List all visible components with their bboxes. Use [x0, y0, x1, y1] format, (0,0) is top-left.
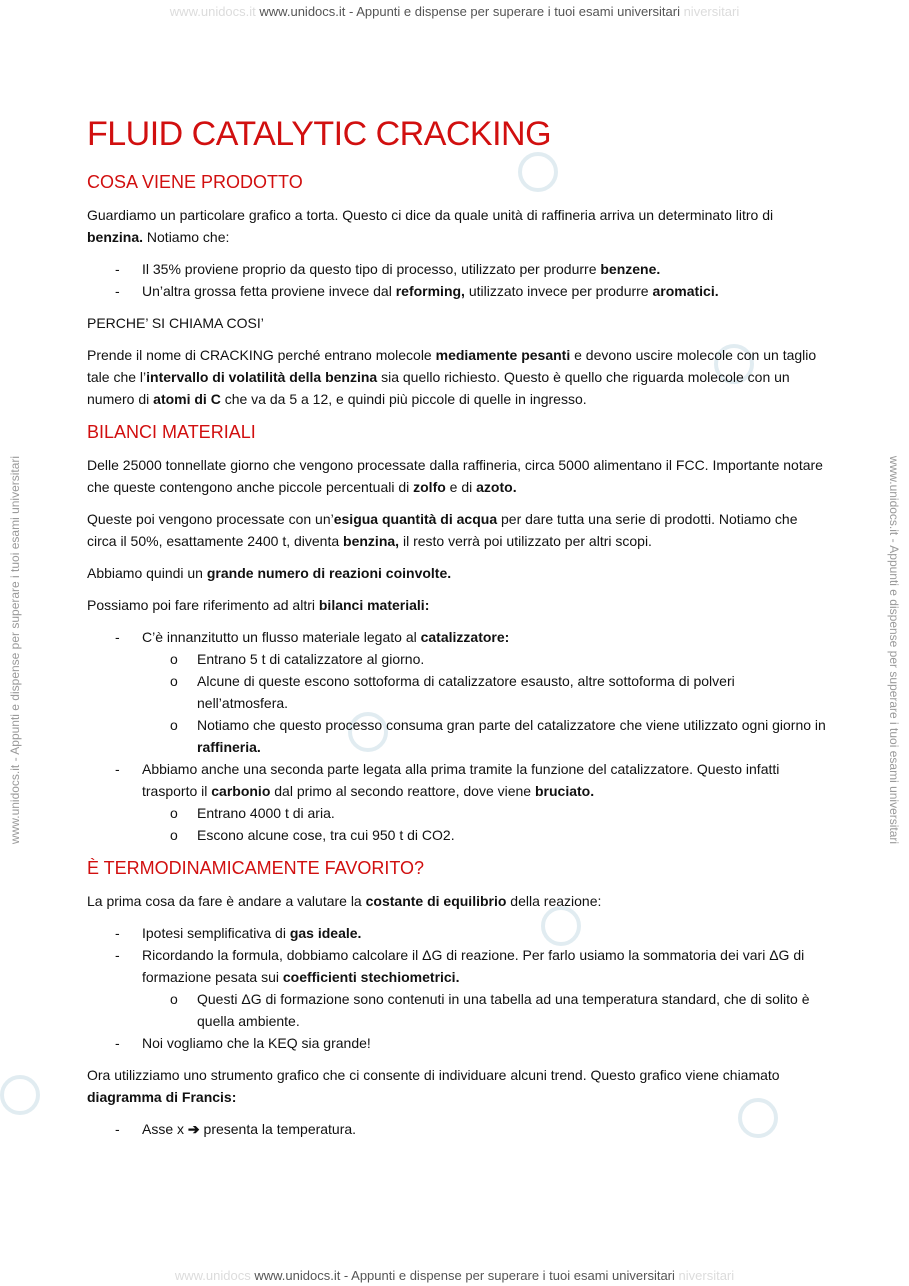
- section-heading: COSA VIENE PRODOTTO: [87, 172, 303, 192]
- paragraph: Prende il nome di CRACKING perché entrano molecole mediamente pesanti e devono uscire molecole con un taglio tale che l’intervallo di volatilità della benzina sia quello richiesto. Questo è quello che riguarda molecole con un numero di atomi di C che va da 5 a 12, e quindi più piccole di quelle in ingresso.: [87, 347, 817, 407]
- watermark-right: [879, 0, 909, 1286]
- sub-list-item: o Notiamo che questo processo consuma gran parte del catalizzatore che viene utilizzato ogni giorno in raffineria.: [142, 714, 827, 758]
- list-item: - C’è innanzitutto un flusso materiale legato al catalizzatore: o Entrano 5 t di catalizzatore al giorno. o Alcune di queste escono sottoforma di catalizzatore esausto, altre sottoforma di polveri nell’atmosfera. o Notiamo che questo processo consuma gran parte del catalizzatore che viene utilizzato ogni giorno in raffineria.: [87, 626, 827, 758]
- document-title: FLUID CATALYTIC CRACKING: [87, 115, 552, 153]
- list-item: - Ipotesi semplificativa di gas ideale.: [87, 922, 827, 944]
- section-heading: È TERMODINAMICAMENTE FAVORITO?: [87, 858, 425, 878]
- watermark-header-text: www.unidocs.it - Appunti e dispense per superare i tuoi esami universitari: [259, 4, 680, 19]
- paragraph: La prima cosa da fare è andare a valutare la costante di equilibrio della reazione:: [87, 893, 602, 909]
- paragraph: Abbiamo quindi un grande numero di reazioni coinvolte.: [87, 565, 452, 581]
- document-body: [87, 112, 827, 1150]
- sub-list-item: o Questi ΔG di formazione sono contenuti in una tabella ad una temperatura standard, che di solito è quella ambiente.: [142, 988, 827, 1032]
- sub-list-item: o Entrano 5 t di catalizzatore al giorno.: [142, 648, 827, 670]
- list-item: - Ricordando la formula, dobbiamo calcolare il ΔG di reazione. Per farlo usiamo la sommatoria dei vari ΔG di formazione pesata sui coefficienti stechiometrici. o Questi ΔG di formazione sono contenuti in una tabella ad una temperatura standard, che di solito è quella ambiente.: [87, 944, 827, 1032]
- bullet-list: [87, 626, 827, 846]
- section-heading: BILANCI MATERIALI: [87, 422, 256, 442]
- bullet-list: [87, 258, 827, 302]
- sub-list-item: o Escono alcune cose, tra cui 950 t di CO2.: [142, 824, 827, 846]
- paragraph: Possiamo poi fare riferimento ad altri bilanci materiali:: [87, 597, 430, 613]
- sub-list-item: o Alcune di queste escono sottoforma di catalizzatore esausto, altre sottoforma di polveri nell’atmosfera.: [142, 670, 827, 714]
- subheading: PERCHE’ SI CHIAMA COSI’: [87, 315, 264, 331]
- watermark-footer: [0, 1268, 909, 1283]
- list-item: - Abbiamo anche una seconda parte legata alla prima tramite la funzione del catalizzatore. Questo infatti trasporto il carbonio dal primo al secondo reattore, dove viene bruciato. o Entrano 4000 t di aria. o Escono alcune cose, tra cui 950 t di CO2.: [87, 758, 827, 846]
- sub-list: [142, 802, 827, 846]
- sub-list: [142, 648, 827, 758]
- watermark-ghost-right: niversitari: [678, 1268, 735, 1283]
- list-item: - Noi vogliamo che la KEQ sia grande!: [87, 1032, 827, 1054]
- paragraph: Ora utilizziamo uno strumento grafico che ci consente di individuare alcuni trend. Questo grafico viene chiamato diagramma di Francis:: [87, 1067, 780, 1105]
- list-item: - Asse x ➔ presenta la temperatura.: [87, 1118, 827, 1140]
- watermark-ghost-left: www.unidocs.it: [169, 4, 256, 19]
- paragraph: Queste poi vengono processate con un’esigua quantità di acqua per dare tutta una serie di prodotti. Notiamo che circa il 50%, esattamente 2400 t, diventa benzina, il resto verrà poi utilizzato per altri scopi.: [87, 511, 798, 549]
- paragraph: Guardiamo un particolare grafico a torta. Questo ci dice da quale unità di raffineria arriva un determinato litro di benzina. Notiamo che:: [87, 207, 774, 245]
- watermark-logo-icon: [0, 1075, 40, 1115]
- paragraph: Delle 25000 tonnellate giorno che vengono processate dalla raffineria, circa 5000 alimentano il FCC. Importante notare che queste contengono anche piccole percentuali di zolfo e di azoto.: [87, 457, 823, 495]
- list-item: - Un’altra grossa fetta proviene invece dal reforming, utilizzato invece per produrre aromatici.: [87, 280, 827, 302]
- sub-list: [142, 988, 827, 1032]
- bullet-list: [87, 1118, 827, 1140]
- watermark-footer-text: www.unidocs.it - Appunti e dispense per superare i tuoi esami universitari: [254, 1268, 675, 1283]
- watermark-header: [0, 4, 909, 19]
- watermark-ghost-left: www.unidocs: [174, 1268, 251, 1283]
- bullet-list: [87, 922, 827, 1054]
- watermark-ghost-right: niversitari: [683, 4, 740, 19]
- sub-list-item: o Entrano 4000 t di aria.: [142, 802, 827, 824]
- watermark-right-text: www.unidocs.it - Appunti e dispense per superare i tuoi esami universitari: [887, 455, 901, 845]
- watermark-left-text: www.unidocs.it - Appunti e dispense per superare i tuoi esami universitari: [8, 455, 22, 845]
- arrow-right-icon: ➔: [187, 1121, 200, 1137]
- list-item: - Il 35% proviene proprio da questo tipo di processo, utilizzato per produrre benzene.: [87, 258, 827, 280]
